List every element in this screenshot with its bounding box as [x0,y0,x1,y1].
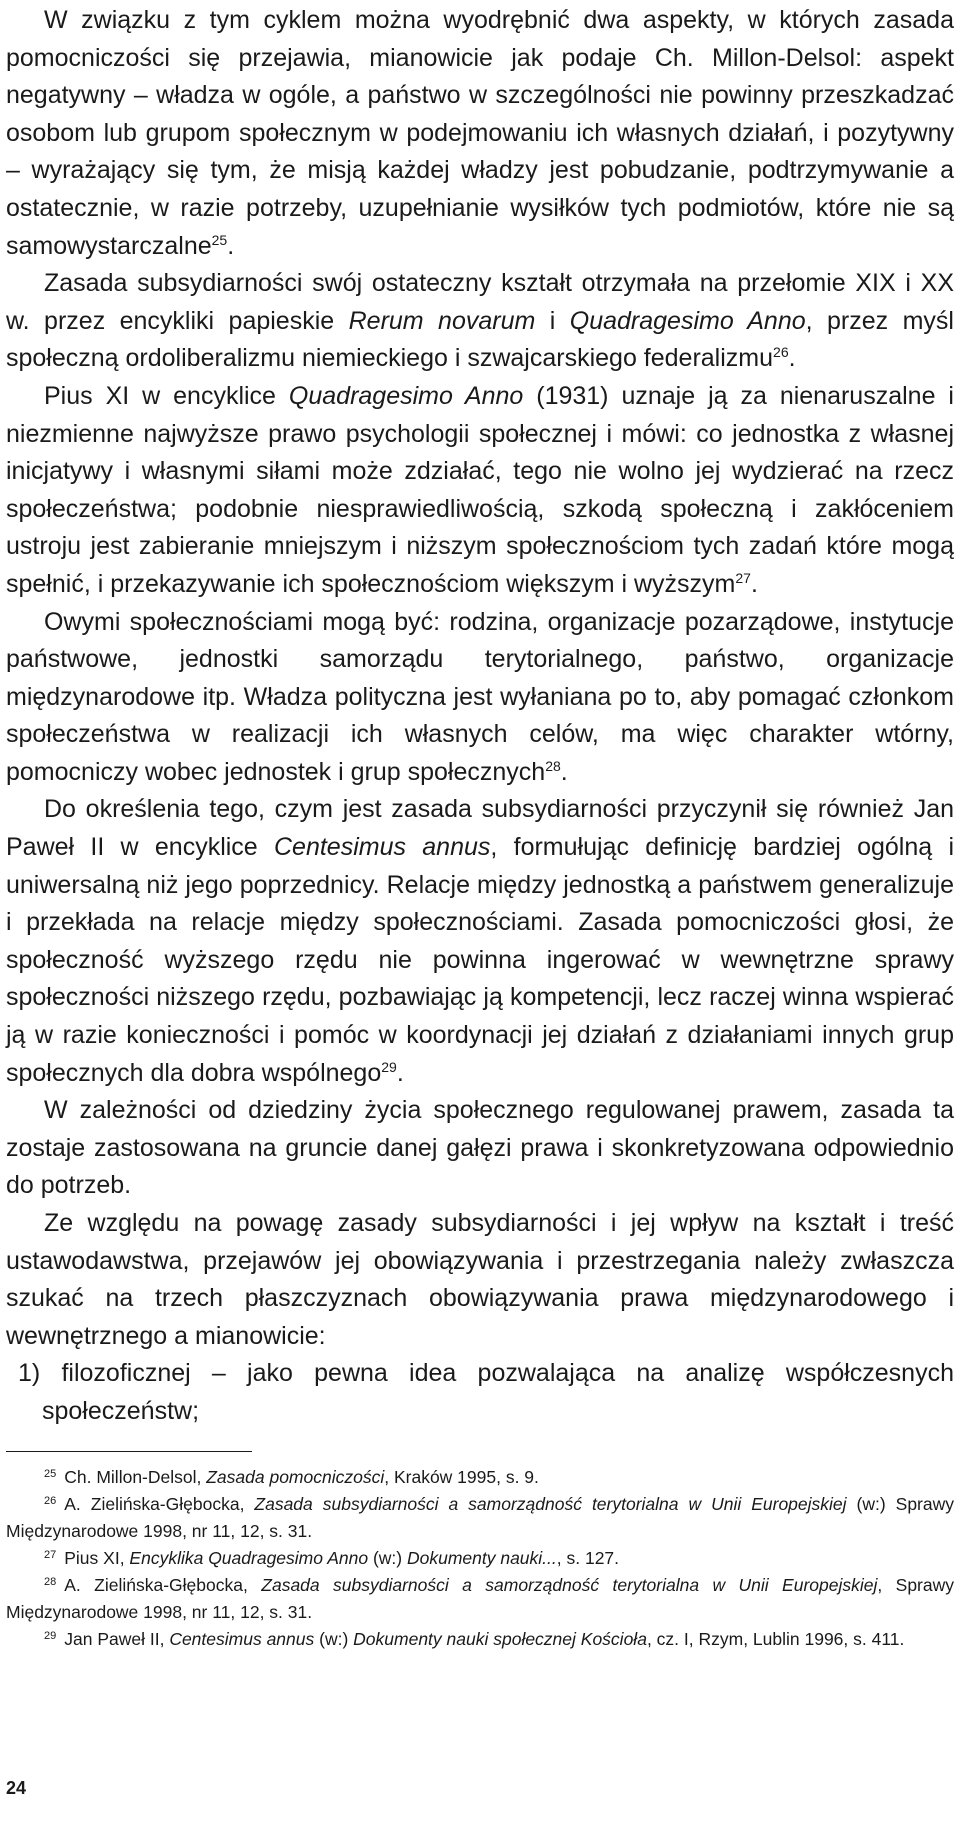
footnote-ref: 25 [211,231,228,248]
text-run: . [396,1058,404,1087]
text-run: Jan Paweł II, [64,1628,170,1649]
text-run: W związku z tym cyklem można wyodrębnić dwa aspekty, w których zasada pomocniczości się przejawia, mianowicie jak podaje Ch. Millon-Delsol: aspekt negatywny – władza w ogóle, a państwo w szczególności nie powinny przeszkadzać osobom lub grupom społecznym w podejmowaniu ich własnych działań, i pozytywny – wyrażający się tym, że misją każdej władzy jest pobudzanie, podtrzymywanie a ostatecznie, w razie potrzeby, uzupełnianie wysiłków tych podmiotów, które nie są samowystarczalne [6,6,954,260]
paragraph [6,1205,954,1355]
text-run: . [788,344,796,373]
text-run: Do określenia tego, czym jest zasada subsydiarności przyczynił się również Jan Paweł II w encyklice [6,795,954,862]
footnote [6,1545,954,1572]
paragraph [6,378,954,604]
footnote-ref: 28 [545,757,561,774]
paragraph [6,791,954,1092]
footnote-ref: 29 [381,1058,397,1075]
text-run: Pius XI w encyklice [44,381,289,410]
text-run: Pius XI, [64,1547,130,1568]
list-item [6,1355,954,1430]
text-run: Zasada subsydiarności swój ostateczny kształt otrzymała na przełomie XIX i XX w. przez encykliki papieskie [6,269,954,335]
text-run: . [750,569,758,598]
text-run: , s. 127. [556,1547,620,1568]
footnote-ref: 27 [44,1548,57,1561]
document-page [6,0,954,1653]
text-run: , Kraków 1995, s. 9. [384,1466,539,1487]
paragraph [6,604,954,792]
footnote [6,1464,954,1491]
footnote-ref: 26 [773,344,789,361]
footnote-ref: 27 [735,569,751,586]
italic-text: Zasada subsydiarności a samorządność terytorialna w Unii Europejskiej [261,1574,878,1595]
footnote-ref: 29 [44,1629,57,1642]
text-run: (w:) Sprawy Międzynarodowe 1998, nr 11, 12, s. 31. [6,1493,954,1541]
text-run: (1931) uznaje ją za nienaruszalne i niezmienne najwyższe prawo psychologii społecznej i mówi: co jednostka z własnej inicjatywy i własnymi siłami może zdziałać, tego nie wolno jej wydzierać na rzecz społeczeństwa; podobnie niesprawiedliwością, szkodą społeczną i zakłóceniem ustroju jest zabieranie mniejszym i niższym społecznościom tych zadań które mogą spełnić, i przekazywanie ich społecznościom większym i wyższym [6,381,954,598]
footnote [6,1572,954,1626]
paragraph [6,1092,954,1205]
text-run: , Sprawy Międzynarodowe 1998, nr 11, 12, s. 31. [6,1574,955,1622]
text-run: (w:) [314,1628,354,1649]
text-run: (w:) [368,1547,407,1568]
text-run: , cz. I, Rzym, Lublin 1996, s. 411. [646,1628,905,1649]
text-run: , przez myśl społeczną ordoliberalizmu niemieckiego i szwajcarskiego federalizmu [6,306,954,373]
page-number: 24 [6,1778,27,1798]
paragraph [6,2,954,265]
text-run: i [535,306,570,335]
italic-text: Centesimus annus [274,833,491,862]
footnotes [6,1464,954,1653]
italic-text: Zasada subsydiarności a samorządność terytorialna w Unii Europejskiej [254,1493,847,1514]
footnote-ref: 28 [44,1575,57,1588]
text-run: . [227,231,235,260]
body-text [6,0,954,1431]
text-run: . [560,757,568,786]
text-run: , formułując definicję bardziej ogólną i uniwersalną niż jego poprzednicy. Relacje między jednostką a państwem generalizuje i przekłada na relacje między społecznościami. Zasada pomocniczości głosi, że społeczność wyższego rzędu nie powinna ingerować w wewnętrzne sprawy społeczności niższego rzędu, pozbawiając ją kompetencji, lecz raczej winna wspierać ją w razie konieczności i pomóc w koordynacji jej działań z działaniami innych grup społecznych dla dobra wspólnego [6,833,954,1087]
footnote-ref: 25 [44,1467,57,1480]
footnote-ref: 26 [44,1494,57,1507]
italic-text: Zasada pomocniczości [206,1466,385,1487]
italic-text: Dokumenty nauki... [406,1547,557,1568]
italic-text: Quadragesimo Anno [569,306,806,335]
italic-text: Encyklika Quadragesimo Anno [129,1547,369,1568]
text-run: W zależności od dziedziny życia społecznego regulowanej prawem, zasada ta zostaje zastosowana na gruncie danej gałęzi prawa i skonkretyzowana odpowiednio do potrzeb. [6,1096,954,1200]
footnote-separator [6,1451,252,1452]
text-run: A. Zielińska-Głębocka, [64,1574,262,1595]
italic-text: Centesimus annus [169,1628,315,1649]
paragraph [6,265,954,378]
italic-text: Quadragesimo Anno [288,381,524,410]
footnote [6,1491,954,1545]
text-run: Ch. Millon-Delsol, [64,1466,207,1487]
italic-text: Dokumenty nauki społecznej Kościoła [353,1628,647,1649]
text-run: Ze względu na powagę zasady subsydiarności i jej wpływ na kształt i treść ustawodawstwa, przejawów jej obowiązywania i przestrzegania należy zwłaszcza szukać na trzech płaszczyznach obowiązywania prawa międzynarodowego i wewnętrznego a mianowicie: [6,1209,954,1350]
text-run: Owymi społecznościami mogą być: rodzina, organizacje pozarządowe, instytucje państwowe, jednostki samorządu terytorialnego, państwo, organizacje międzynarodowe itp. Władza polityczna jest wyłaniana po to, aby pomagać członkom społeczeństwa w realizacji ich własnych celów, ma więc charakter wtórny, pomocniczy wobec jednostek i grup społecznych [6,607,954,786]
text-run: 1) filozoficznej – jako pewna idea pozwalająca na analizę współczesnych społeczeństw; [18,1359,954,1425]
text-run: A. Zielińska-Głębocka, [64,1493,255,1514]
italic-text: Rerum novarum [348,306,536,335]
footnote [6,1626,954,1653]
